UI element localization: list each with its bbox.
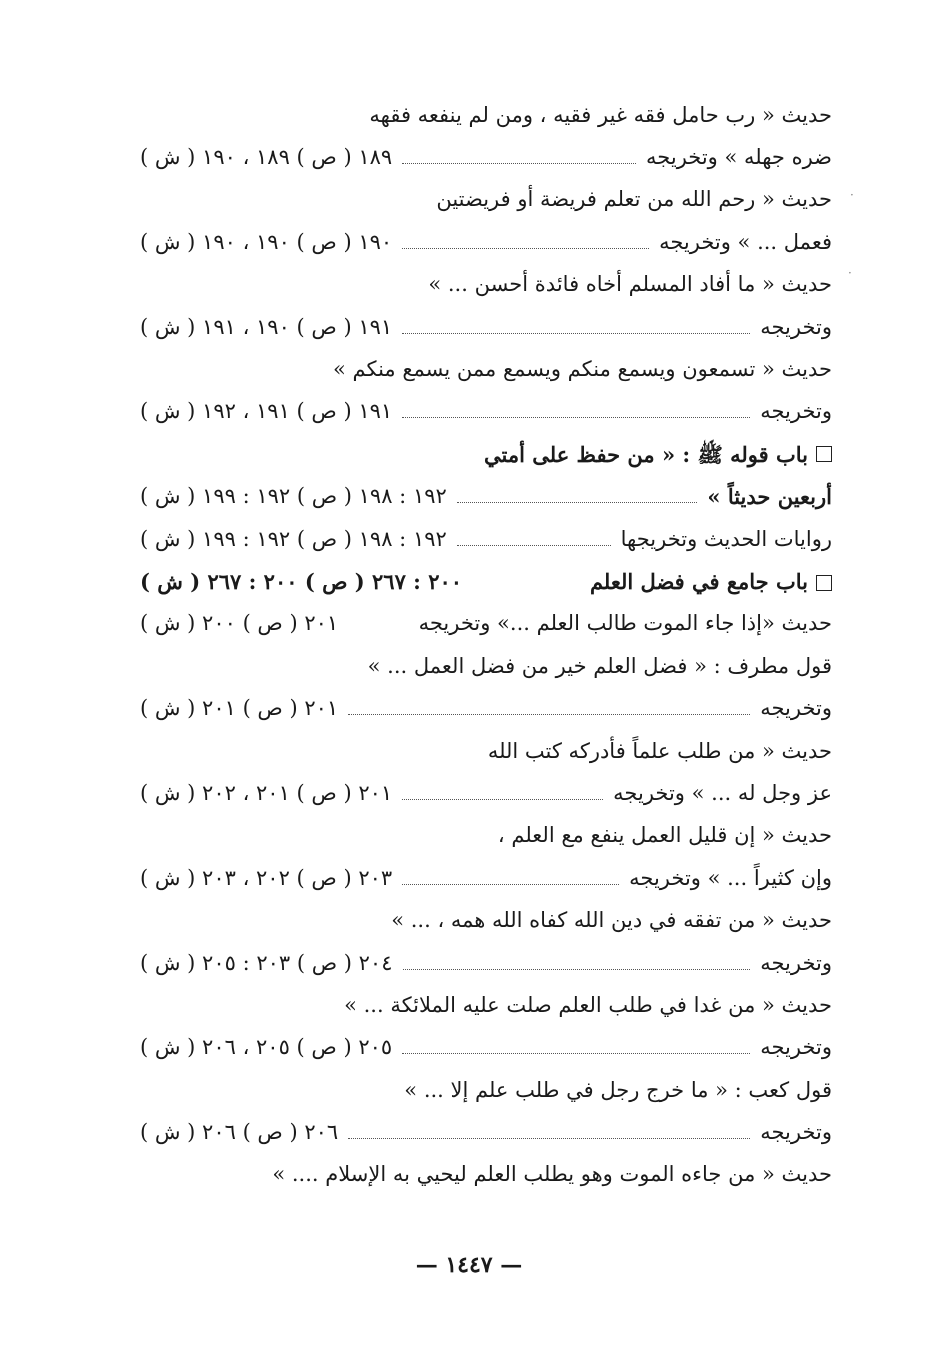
index-line: حديث « من تفقه في دين الله كفاه الله همه ، ... » (391, 908, 832, 933)
index-entry: عز وجل له ... » وتخريجه ٢٠١ ( ص ) ٢٠١ ، ٢٠٢ ( ش ) (140, 780, 832, 805)
dot-leader (402, 417, 750, 418)
dot-leader (402, 884, 619, 885)
index-entry: وإن كثيراً ... » وتخريجه ٢٠٣ ( ص ) ٢٠٢ ، ٢٠٣ ( ش ) (140, 865, 832, 890)
dot-leader (403, 969, 751, 970)
page-reference: ١٨٩ ( ص ) ١٨٩ ، ١٩٠ ( ش ) (140, 145, 393, 170)
page-reference: ١٩٠ ( ص ) ١٩٠ ، ١٩٠ ( ش ) (140, 229, 393, 254)
index-entry: وتخريجه ٢٠٥ ( ص ) ٢٠٥ ، ٢٠٦ ( ش ) (140, 1035, 832, 1060)
page-reference: ٢٠٥ ( ص ) ٢٠٥ ، ٢٠٦ ( ش ) (140, 1035, 393, 1060)
page-reference: ١٩٢ : ١٩٨ ( ص ) ١٩٢ : ١٩٩ ( ش ) (140, 484, 447, 509)
page-reference: ٢٠٣ ( ص ) ٢٠٢ ، ٢٠٣ ( ش ) (140, 865, 393, 890)
index-line: حديث « من غدا في طلب العلم صلت عليه الملائكة ... » (344, 992, 832, 1017)
scan-speck: · (848, 266, 852, 280)
index-line: قول مطرف : « فضل العلم خير من فضل العمل ... » (367, 653, 832, 678)
page-reference: ١٩١ ( ص ) ١٩١ ، ١٩٢ ( ش ) (140, 399, 393, 424)
index-entry: وتخريجه ٢٠١ ( ص ) ٢٠١ ( ش ) (140, 696, 832, 721)
index-line: حديث « من جاءه الموت وهو يطلب العلم ليحيي به الإسلام .... » (272, 1162, 832, 1187)
page-reference: ٢٠٤ ( ص ) ٢٠٣ : ٢٠٥ ( ش ) (140, 950, 393, 975)
index-entries (140, 94, 832, 1196)
page-reference: ١٩٢ : ١٩٨ ( ص ) ١٩٢ : ١٩٩ ( ش ) (140, 526, 447, 551)
index-entry: أربعين حديثاً » ١٩٢ : ١٩٨ ( ص ) ١٩٢ : ١٩٩ ( ش ) (140, 484, 832, 510)
checkbox-square-icon (816, 446, 832, 462)
section-heading: باب قوله ﷺ : « من حفظ على أمتي (140, 433, 832, 475)
page-reference: ٢٠٦ ( ص ) ٢٠٦ ( ش ) (140, 1120, 339, 1145)
dot-leader (457, 545, 611, 546)
dot-leader (457, 502, 698, 503)
page-reference: ٢٠١ ( ص ) ٢٠١ ( ش ) (140, 696, 339, 721)
index-entry: فعمل ... » وتخريجه ١٩٠ ( ص ) ١٩٠ ، ١٩٠ ( ش ) (140, 229, 832, 254)
checkbox-square-icon (816, 575, 832, 591)
dot-leader (348, 1138, 750, 1139)
dot-leader (402, 248, 649, 249)
page-number: — ١٤٤٧ — (415, 1252, 523, 1278)
dot-leader (348, 714, 750, 715)
index-entry: وتخريجه ١٩١ ( ص ) ١٩١ ، ١٩٢ ( ش ) (140, 399, 832, 424)
dot-leader (402, 799, 603, 800)
page-reference: ١٩١ ( ص ) ١٩٠ ، ١٩١ ( ش ) (140, 314, 393, 339)
page-reference: ٢٠١ ( ص ) ٢٠٠ ( ش ) (140, 611, 339, 636)
index-entry: ضره جهله » وتخريجه ١٨٩ ( ص ) ١٨٩ ، ١٩٠ ( ش ) (140, 145, 832, 170)
index-entry: وتخريجه ٢٠٦ ( ص ) ٢٠٦ ( ش ) (140, 1120, 832, 1145)
page-reference: ٢٠٠ : ٢٦٧ ( ص ) ٢٠٠ : ٢٦٧ ( ش ) (140, 568, 463, 594)
index-entry: وتخريجه ١٩١ ( ص ) ١٩٠ ، ١٩١ ( ش ) (140, 314, 832, 339)
dot-leader (402, 163, 636, 164)
page-reference: ٢٠١ ( ص ) ٢٠١ ، ٢٠٢ ( ش ) (140, 780, 393, 805)
section-heading: باب جامع في فضل العلم ٢٠٠ : ٢٦٧ ( ص ) ٢٠٠ : ٢٦٧ ( ش ) (140, 560, 832, 602)
index-line: قول كعب : « ما خرج رجل في طلب علم إلا ... » (404, 1077, 832, 1102)
dot-leader (402, 333, 750, 334)
dot-leader (402, 1053, 750, 1054)
index-line: حديث « ما أفاد المسلم أخاه فائدة أحسن ... » (428, 272, 832, 297)
index-line: حديث « تسمعون ويسمع منكم ويسمع ممن يسمع منكم » (332, 357, 832, 382)
scan-speck: · (850, 188, 854, 202)
index-line: حديث « من طلب علماً فأدركه كتب الله (487, 738, 832, 763)
index-line: حديث « إن قليل العمل ينفع مع العلم ، (497, 823, 832, 848)
index-entry: حديث «إذا جاء الموت طالب العلم ...» وتخريجه ٢٠١ ( ص ) ٢٠٠ ( ش ) (140, 611, 832, 636)
index-line: حديث « رب حامل فقه غير فقيه ، ومن لم ينفعه فقهه (369, 102, 832, 127)
index-entry: روايات الحديث وتخريجها ١٩٢ : ١٩٨ ( ص ) ١٩٢ : ١٩٩ ( ش ) (140, 526, 832, 551)
index-entry: وتخريجه ٢٠٤ ( ص ) ٢٠٣ : ٢٠٥ ( ش ) (140, 950, 832, 975)
index-line: حديث « رحم الله من تعلم فريضة أو فريضتين (436, 187, 832, 212)
